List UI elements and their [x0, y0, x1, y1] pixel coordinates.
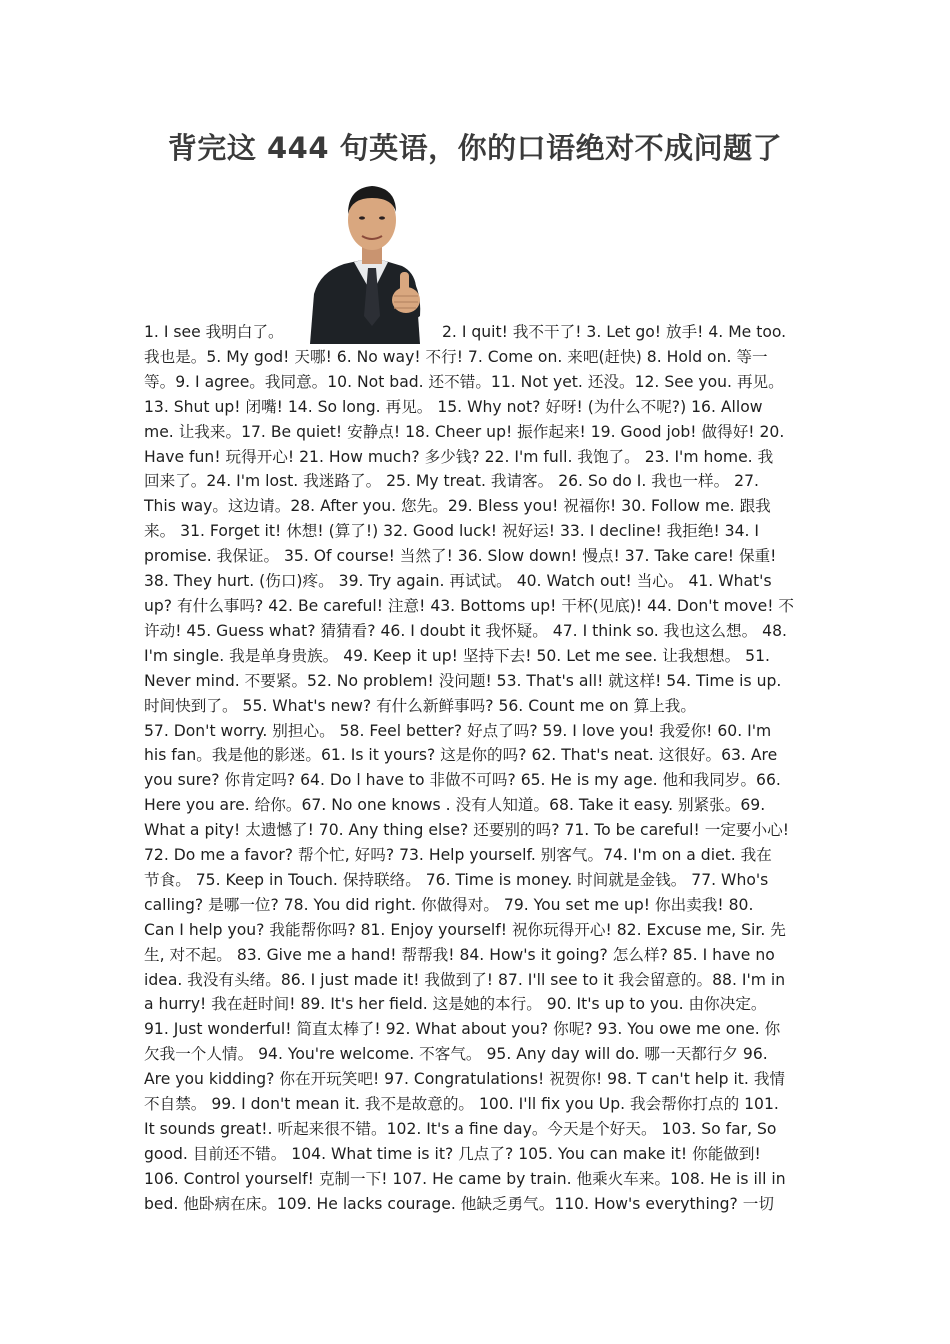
phrase-line: Here you are. 给你。67. No one knows . 没有人知道。68. Take it easy. 别紧张。69.	[144, 796, 766, 815]
phrase-line: 106. Control yourself! 克制一下! 107. He came by train. 他乘火车来。108. He is ill in	[144, 1169, 786, 1188]
phrase-line: 13. Shut up! 闭嘴! 14. So long. 再见。 15. Why not? 好呀! (为什么不呢?) 16. Allow	[144, 397, 763, 416]
phrase-line: I'm single. 我是单身贵族。 49. Keep it up! 坚持下去! 50. Let me see. 让我想想。 51.	[144, 646, 770, 665]
phrase-line: 欠我一个人情。 94. You're welcome. 不客气。 95. Any day will do. 哪一天都行夕 96.	[144, 1045, 768, 1064]
phrase-line: Are you kidding? 你在开玩笑吧! 97. Congratulations! 祝贺你! 98. T can't help it. 我情	[144, 1070, 786, 1089]
portrait-photo	[310, 176, 434, 344]
phrase-line: 38. They hurt. (伤口)疼。 39. Try again. 再试试。 40. Watch out! 当心。 41. What's	[144, 572, 772, 591]
phrase-lines	[144, 345, 808, 1217]
phrase-line: Never mind. 不要紧。52. No problem! 没问题! 53. That's all! 就这样! 54. Time is up.	[144, 671, 782, 690]
phrase-line: bed. 他卧病在床。109. He lacks courage. 他缺乏勇气。110. How's everything? 一切	[144, 1194, 774, 1213]
phrase-line: good. 目前还不错。 104. What time is it? 几点了? 105. You can make it! 你能做到!	[144, 1144, 761, 1163]
phrase-line: 来。 31. Forget it! 休想! (算了!) 32. Good luck! 祝好运! 33. I decline! 我拒绝! 34. I	[144, 522, 760, 541]
phrase-line: 我也是。5. My god! 天哪! 6. No way! 不行! 7. Come on. 来吧(赶快) 8. Hold on. 等一	[144, 347, 768, 366]
phrase-list	[144, 320, 808, 1217]
phrase-line: 生, 对不起。 83. Give me a hand! 帮帮我! 84. How's it going? 怎么样? 85. I have no	[144, 945, 775, 964]
phrase-line: idea. 我没有头绪。86. I just made it! 我做到了! 87. I'll see to it 我会留意的。88. I'm in	[144, 970, 786, 989]
phrase-line: 等。9. I agree。我同意。10. Not bad. 还不错。11. Not yet. 还没。12. See you. 再见。	[144, 372, 784, 391]
phrase-line: Can I help you? 我能帮你吗? 81. Enjoy yourself! 祝你玩得开心! 82. Excuse me, Sir. 先	[144, 920, 786, 939]
phrase-line: 时间快到了。 55. What's new? 有什么新鲜事吗? 56. Count me on 算上我。	[144, 696, 696, 715]
phrase-line: 72. Do me a favor? 帮个忙, 好吗? 73. Help yourself. 别客气。74. I'm on a diet. 我在	[144, 846, 772, 865]
document-title: 背完这 444 句英语，你的口语绝对不成问题了	[167, 131, 783, 165]
phrase-line: a hurry! 我在赶时间! 89. It's her field. 这是她的本行。 90. It's up to you. 由你决定。	[144, 995, 767, 1014]
phrase-line: 57. Don't worry. 别担心。 58. Feel better? 好点了吗? 59. I love you! 我爱你! 60. I'm	[144, 721, 772, 740]
phrase-line: This way。这边请。28. After you. 您先。29. Bless you! 祝福你! 30. Follow me. 跟我	[144, 497, 771, 516]
phrase-line: 回来了。24. I'm lost. 我迷路了。 25. My treat. 我请客。 26. So do I. 我也一样。 27.	[144, 472, 759, 491]
phrase-line: 许动! 45. Guess what? 猜猜看? 46. I doubt it 我怀疑。 47. I think so. 我也这么想。 48.	[144, 621, 787, 640]
phrase-line: 91. Just wonderful! 简直太棒了! 92. What about you? 你呢? 93. You owe me one. 你	[144, 1020, 781, 1039]
phrase-line: you sure? 你肯定吗? 64. Do l have to 非做不可吗? 65. He is my age. 他和我同岁。66.	[144, 771, 781, 790]
phrase-line: What a pity! 太遗憾了! 70. Any thing else? 还要别的吗? 71. To be careful! 一定要小心!	[144, 821, 789, 840]
phrase-line: me. 让我来。17. Be quiet! 安静点! 18. Cheer up! 振作起来! 19. Good job! 做得好! 20.	[144, 422, 785, 441]
phrase-line: It sounds great!. 听起来很不错。102. It's a fine day。今天是个好天。 103. So far, So	[144, 1120, 777, 1138]
phrase-line: his fan。我是他的影迷。61. Is it yours? 这是你的吗? 62. That's neat. 这很好。63. Are	[144, 746, 778, 765]
first-line	[144, 320, 808, 345]
first-line-right: 2. I quit! 我不干了! 3. Let go! 放手! 4. Me too.	[442, 323, 787, 341]
first-line-left: 1. I see 我明白了。	[144, 323, 284, 341]
phrase-line: 节食。 75. Keep in Touch. 保持联络。 76. Time is money. 时间就是金钱。 77. Who's	[144, 870, 769, 889]
phrase-line: promise. 我保证。 35. Of course! 当然了! 36. Slow down! 慢点! 37. Take care! 保重!	[144, 547, 777, 566]
phrase-line: Have fun! 玩得开心! 21. How much? 多少钱? 22. I'm full. 我饱了。 23. I'm home. 我	[144, 447, 774, 466]
phrase-line: calling? 是哪一位? 78. You did right. 你做得对。 79. You set me up! 你出卖我! 80.	[144, 895, 754, 914]
phrase-line: up? 有什么事吗? 42. Be careful! 注意! 43. Bottoms up! 干杯(见底)! 44. Don't move! 不	[144, 596, 794, 615]
phrase-line: 不自禁。 99. I don't mean it. 我不是故意的。 100. I'll fix you Up. 我会帮你打点的 101.	[144, 1095, 779, 1114]
